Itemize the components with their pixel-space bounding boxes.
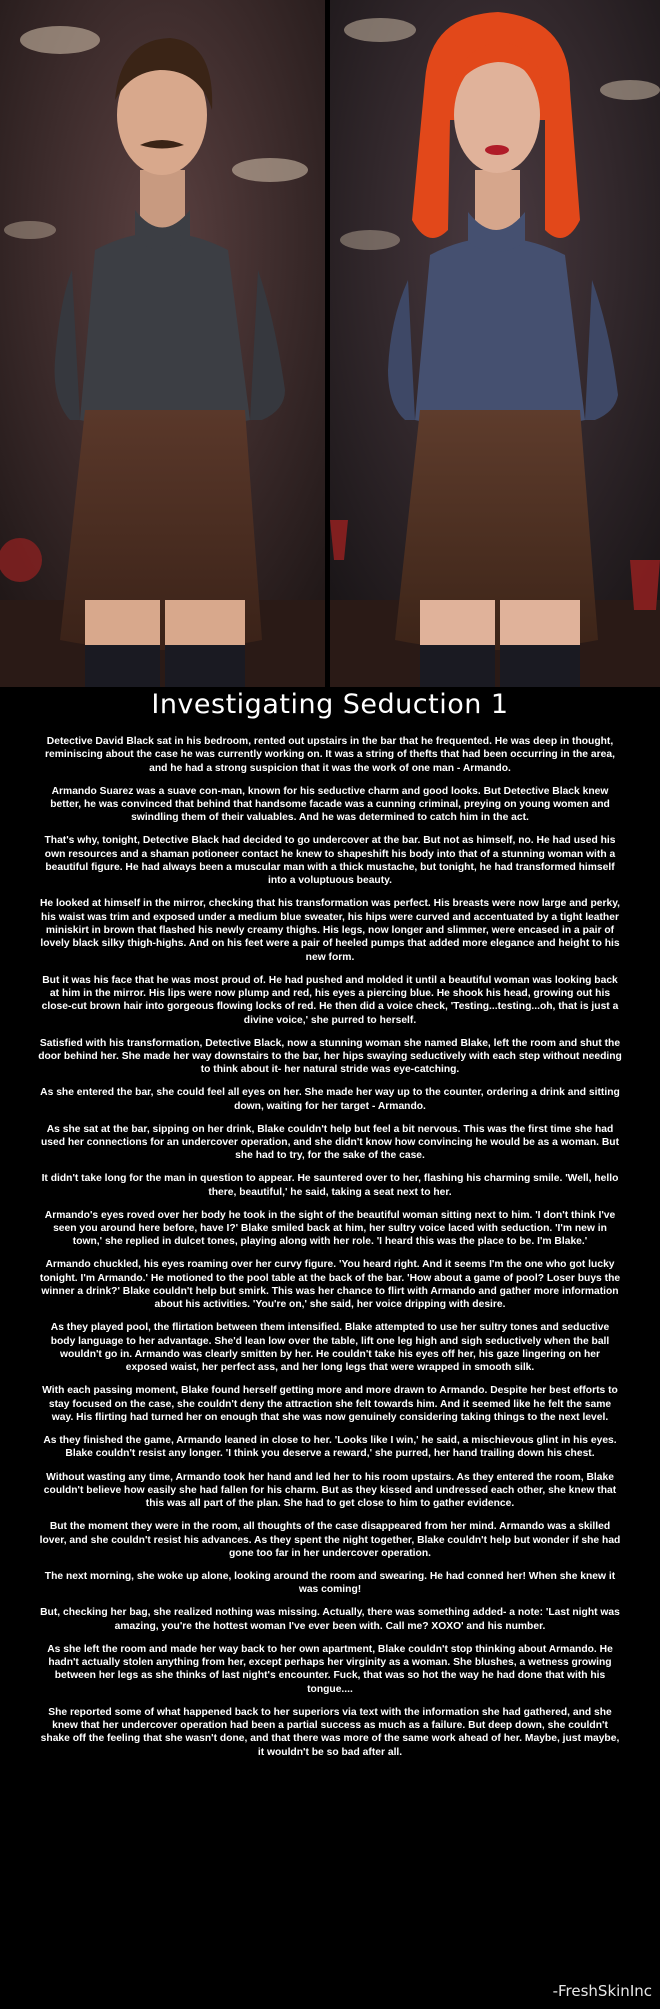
story-paragraph: As they finished the game, Armando leaned in close to her. 'Looks like I win,' he said, a mischievous glint in his eyes. Blake couldn't resist any longer. 'I think you deserve a reward,' she purred, her hand trailing down his chest. — [43, 1435, 617, 1460]
story-paragraph: That's why, tonight, Detective Black had decided to go undercover at the bar. But not as himself, no. He had used his own resources and a shaman potioneer contact he knew to shapeshift his body into that of a stunning woman with a beautiful figure. He had always been a muscular man with a thick mustache, but tonight, he had transformed himself into a voluptuous beauty. — [44, 835, 616, 887]
story-paragraph: As she sat at the bar, sipping on her drink, Blake couldn't help but feel a bit nervous. This was the first time she had used her connections for an undercover operation, and she didn't know how convincing he would be as a woman. But she had to try, for the sake of the case. — [41, 1123, 619, 1162]
story-paragraph: He looked at himself in the mirror, checking that his transformation was perfect. His breasts were now large and perky, his waist was trim and exposed under a medium blue sweater, his hips were curved and accentuated by a tight leather miniskirt in brown that flashed his newly creamy thighs. His legs, now longer and slimmer, were encased in a pair of lovely black silky thigh-highs. And on his feet were a pair of heeled pumps that added more elegance and height to his new form. — [39, 898, 621, 963]
story-paragraph: Satisfied with his transformation, Detective Black, now a stunning woman she named Blake, left the room and shut the door behind her. She made her way downstairs to the bar, her hips swaying seductively with each step without needing to think about it- her natural stride was eye-catching. — [38, 1037, 622, 1076]
story-paragraph: As she entered the bar, she could feel all eyes on her. She made her way up to the counter, ordering a drink and sitting down, waiting for her target - Armando. — [40, 1087, 620, 1112]
story-paragraph: Without wasting any time, Armando took her hand and led her to his room upstairs. As they entered the room, Blake couldn't believe how easily she had fallen for his charm. But as they kissed and undressed each other, she knew that this was all part of the plan. She had to get close to him to gather evidence. — [43, 1471, 617, 1510]
story-paragraph: The next morning, she woke up alone, looking around the room and swearing. He had conned her! When she knew it was coming! — [44, 1570, 616, 1596]
after-portrait — [330, 0, 660, 687]
story-paragraph: Detective David Black sat in his bedroom, rented out upstairs in the bar that he frequented. He was deep in thought, reminiscing about the case he was currently working on. It was a string of thefts that had been occurring in the area, and he had a strong suspicion that it was the work of one man - Armando. — [45, 736, 615, 774]
story-paragraph: But, checking her bag, she realized nothing was missing. Actually, there was something added- a note: 'Last night was amazing, you're the hottest woman I've ever been with. Call me? XOXO' and his number. — [40, 1607, 620, 1632]
story-paragraph: But the moment they were in the room, all thoughts of the case disappeared from her mind. Armando was a skilled lover, and she couldn't resist his advances. As they spent the night together, Blake couldn't help but wonder if she had gone too far in her undercover operation. — [39, 1521, 621, 1559]
story-body — [38, 735, 622, 1769]
story-paragraph: With each passing moment, Blake found herself getting more and more drawn to Armando. Despite her best efforts to stay focused on the case, she couldn't deny the attraction she felt towards him. And it seemed like he felt the same way. His flirting had turned her on enough that she was now genuinely considering taking things to the next level. — [42, 1385, 618, 1424]
before-portrait — [0, 0, 325, 687]
story-paragraph: It didn't take long for the man in question to appear. He sauntered over to her, flashing his charming smile. 'Well, hello there, beautiful,' he said, taking a seat next to her. — [41, 1173, 619, 1198]
story-paragraph: She reported some of what happened back to her superiors via text with the information she had gathered, and she knew that her undercover operation had been a partial success as much as a failure. But deep down, she couldn't shake off the feeling that she wasn't done, and that there was more of the same work ahead of her. Maybe, just maybe, it wouldn't be so bad after all. — [40, 1706, 620, 1758]
hero-images — [0, 0, 660, 687]
story-paragraph: Armando Suarez was a suave con-man, known for his seductive charm and good looks. But Detective Black knew better, he was convinced that behind that handsome facade was a cunning criminal, preying on young women and swindling them of their valuables. And he was determined to catch him in the act. — [50, 785, 610, 824]
story-paragraph: Armando's eyes roved over her body he took in the sight of the beautiful woman sitting next to him. 'I don't think I've seen you around here before, have I?' Blake smiled back at him, her sultry voice laced with seduction. 'I'm new in town,' she replied in dulcet tones, playing along with her role. 'I heard this was the place to be. I'm Blake.' — [44, 1209, 616, 1248]
person-portrait-icon — [330, 0, 660, 687]
story-paragraph: As they played pool, the flirtation between them intensified. Blake attempted to use her sultry tones and seductive body language to her advantage. She'd lean low over the table, lift one leg high and sigh seductively when the ball wouldn't go in. Armando was clearly smitten by her. He couldn't take his eyes off her, his gaze lingering on her exposed waist, her perfect ass, and her long legs that were wrapped in smooth silk. — [50, 1322, 610, 1374]
person-portrait-icon — [0, 0, 325, 687]
author-signature: -FreshSkinInc — [552, 1982, 652, 2000]
story-paragraph: But it was his face that he was most proud of. He had pushed and molded it until a beautiful woman was looking back at him in the mirror. His lips were now plump and red, his eyes a piercing blue. He shook his head, growing out his close-cut brown hair into gorgeous flowing locks of red. He then did a voice check, 'Testing...testing...oh, that is just a divine voice,' she purred to herself. — [41, 974, 619, 1026]
story-paragraph: As she left the room and made her way back to her own apartment, Blake couldn't stop thinking about Armando. He hadn't actually stolen anything from her, except perhaps her virginity as a woman. She blushes, a wetness growing between her legs as she thinks of last night's encounter. Fuck, that was so hot the way he had done that with his tongue.... — [47, 1643, 613, 1695]
story-title: Investigating Seduction 1 — [151, 689, 509, 720]
story-paragraph: Armando chuckled, his eyes roaming over her curvy figure. 'You heard right. And it seems I'm the one who got lucky tonight. I'm Armando.' He motioned to the pool table at the back of the bar. 'How about a game of pool? Loser buys the winner a drink?' Blake couldn't help but smirk. This was her chance to flirt with Armando and gather more information about his activities. 'You're on,' she said, her voice dripping with desire. — [39, 1259, 621, 1311]
